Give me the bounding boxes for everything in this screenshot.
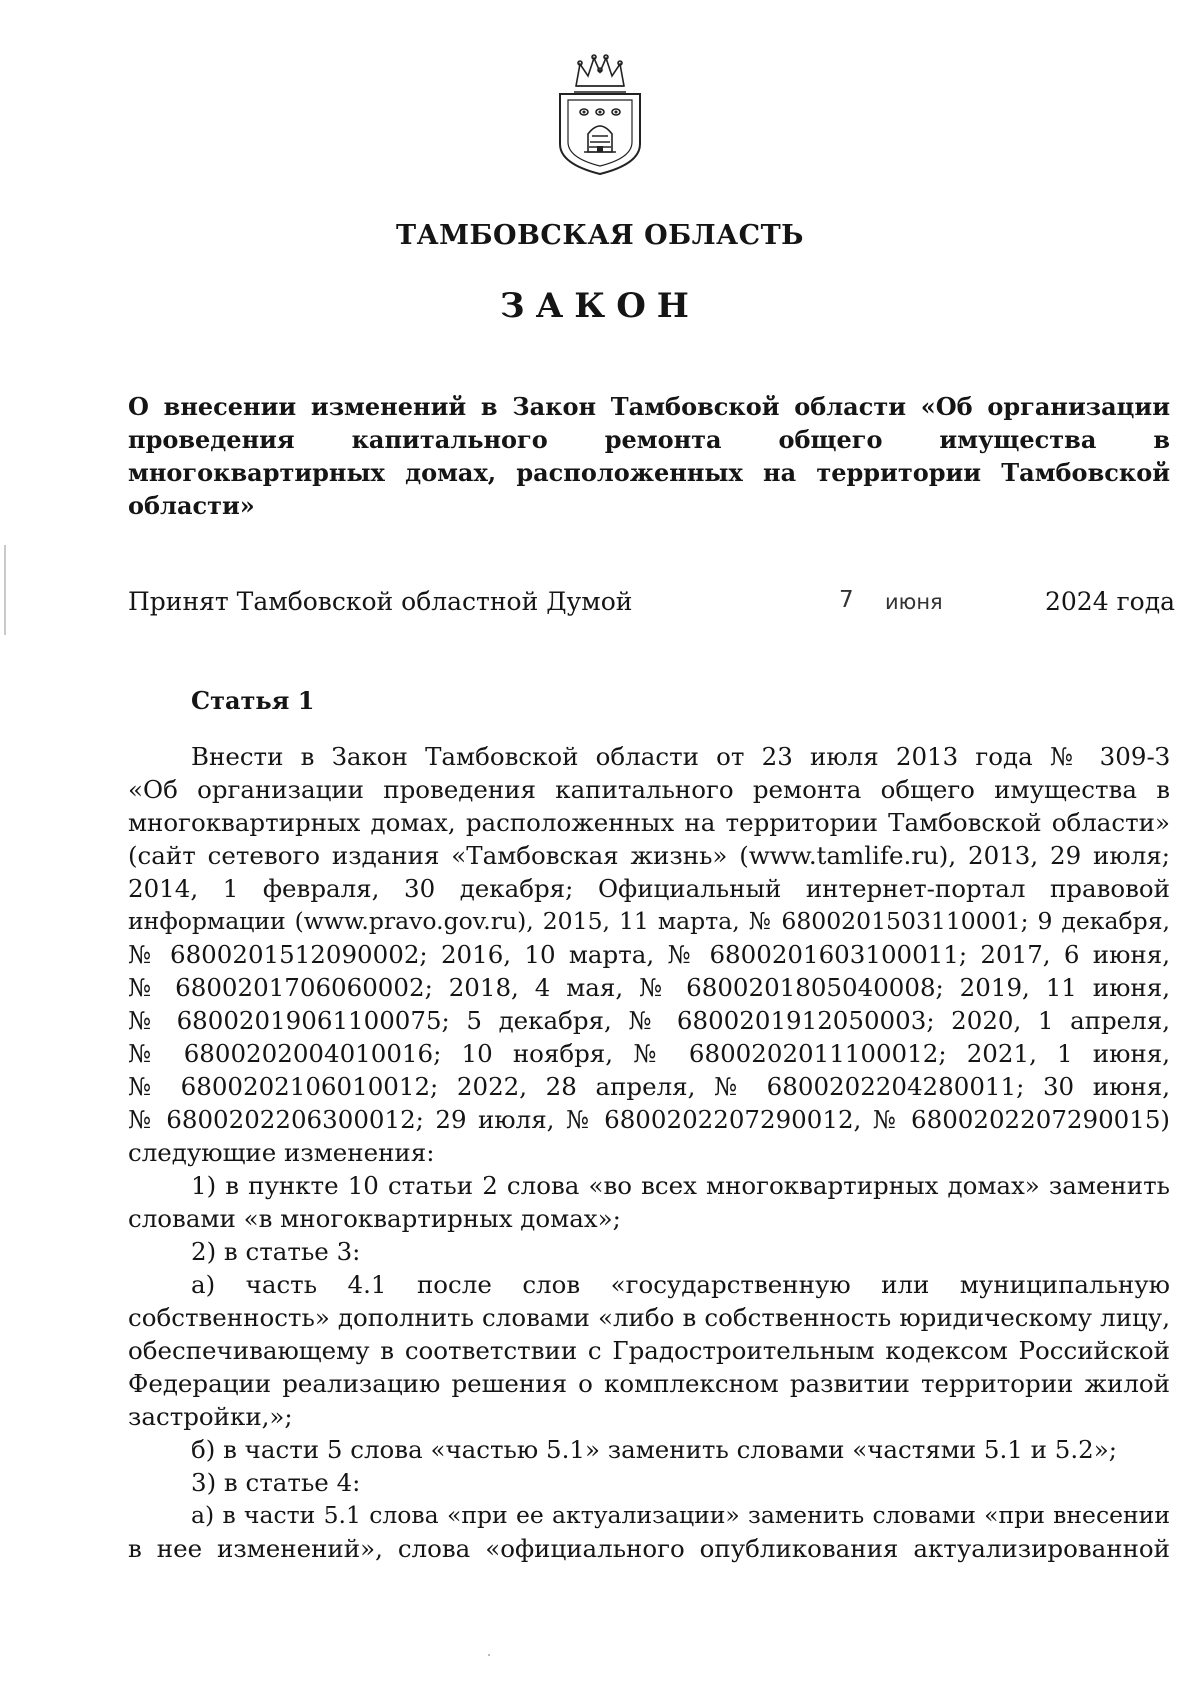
body-line: 2) в статье 3: <box>191 1237 361 1266</box>
body-line: 2014, 1 февраля, 30 декабря; Официальный интернет-портал правовой <box>128 874 1170 903</box>
adoption-month: июня <box>885 590 943 614</box>
body-line: а) в части 5.1 слова «при ее актуализации» заменить словами «при внесении <box>191 1501 1170 1529</box>
body-line: обеспечивающему в соответствии с Градостроительным кодексом Российской <box>128 1336 1170 1365</box>
body-line: собственность» дополнить словами «либо в собственность юридическому лицу, <box>128 1303 1170 1332</box>
body-line: «Об организации проведения капитального ремонта общего имущества в <box>128 775 1170 804</box>
law-subject-title <box>128 390 1170 522</box>
adoption-day: 7 <box>839 587 854 613</box>
adoption-label: Принят Тамбовской областной Думой <box>128 587 633 616</box>
article-heading: Статья 1 <box>191 686 315 715</box>
tambov-coat-of-arms-emblem <box>548 52 652 178</box>
body-line: № 68002019061100075; 5 декабря, № 6800201912050003; 2020, 1 апреля, <box>128 1006 1170 1035</box>
body-line: в нее изменений», слова «официального опубликования актуализированной <box>128 1534 1170 1563</box>
body-line: (сайт сетевого издания «Тамбовская жизнь» (www.tamlife.ru), 2013, 29 июля; <box>128 841 1170 870</box>
coat-of-arms-icon <box>548 52 652 178</box>
scan-edge-mark <box>4 545 6 635</box>
adoption-year: 2024 года <box>1045 587 1176 616</box>
body-line: застройки,»; <box>128 1402 293 1431</box>
body-line: № 6800202106010012; 2022, 28 апреля, № 6800202204280011; 30 июня, <box>128 1072 1170 1101</box>
body-line: 1) в пункте 10 статьи 2 слова «во всех многоквартирных домах» заменить <box>191 1171 1170 1200</box>
body-line: многоквартирных домах, расположенных на территории Тамбовской области» <box>128 808 1170 837</box>
scan-dust-dot <box>488 1654 490 1656</box>
body-line: а) часть 4.1 после слов «государственную или муниципальную <box>191 1270 1170 1299</box>
subject-line: области» <box>128 491 255 520</box>
body-line: словами «в многоквартирных домах»; <box>128 1204 621 1233</box>
body-line: № 6800202206300012; 29 июля, № 6800202207290012, № 6800202207290015) <box>128 1105 1170 1134</box>
subject-line: О внесении изменений в Закон Тамбовской области «Об организации <box>128 392 1170 421</box>
body-line: информации (www.pravo.gov.ru), 2015, 11 марта, № 6800201503110001; 9 декабря, <box>128 907 1170 935</box>
body-line: Федерации реализацию решения о комплексном развитии территории жилой <box>128 1369 1170 1398</box>
subject-line: многоквартирных домах, расположенных на территории Тамбовской <box>128 458 1170 487</box>
body-line: 3) в статье 4: <box>191 1468 361 1497</box>
body-line: № 6800201512090002; 2016, 10 марта, № 6800201603100011; 2017, 6 июня, <box>128 940 1170 969</box>
body-line: № 6800202004010016; 10 ноября, № 6800202011100012; 2021, 1 июня, <box>128 1039 1170 1068</box>
article-body <box>128 740 1170 1565</box>
region-name: ТАМБОВСКАЯ ОБЛАСТЬ <box>396 220 804 251</box>
body-line: б) в части 5 слова «частью 5.1» заменить словами «частями 5.1 и 5.2»; <box>191 1435 1117 1464</box>
body-line: № 6800201706060002; 2018, 4 мая, № 6800201805040008; 2019, 11 июня, <box>128 973 1170 1002</box>
body-line: следующие изменения: <box>128 1138 435 1167</box>
body-line: Внести в Закон Тамбовской области от 23 июля 2013 года № 309-З <box>191 742 1170 771</box>
document-type-title: ЗАКОН <box>500 286 700 326</box>
subject-line: проведения капитального ремонта общего имущества в <box>128 425 1170 454</box>
